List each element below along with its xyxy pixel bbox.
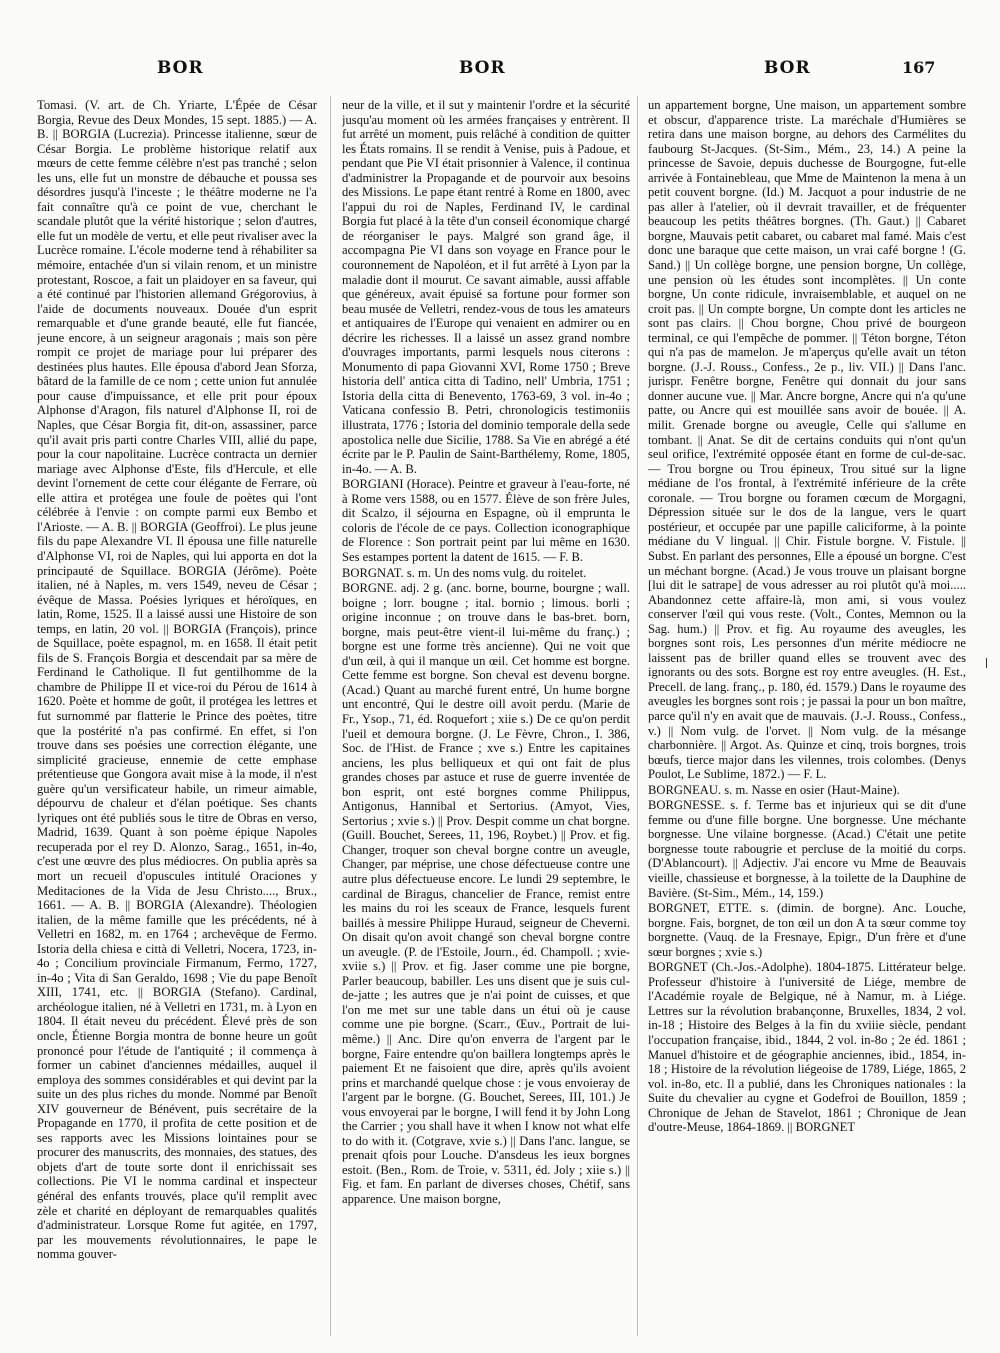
page-number: 167 [902, 58, 936, 77]
text-columns [37, 98, 967, 1338]
entry-borgnet-ette: BORGNET, ETTE. s. (dimin. de borgne). Anc. Louche, borgne. Fais, borgnet, de ton œil un don A ta sœur comme toy borgnette. (Vauq. de la Fresnaye, Epigr., D'un frère et d'une sœur borgnes ; xvie s.) [648, 901, 966, 959]
entry-borgnesse: BORGNESSE. s. f. Terme bas et injurieux qui se dit d'une femme ou d'une fille borgne. Une borgnesse. Une méchante borgnesse. Une vilaine borgnesse. (Acad.) C'était une petite borgnesse toute rabougrie et percluse de la moitié du corps. (D'Ablancourt). || Adjectiv. J'ai encore vu Mme de Beauvais vieille, chassieuse et borgnesse, à la toilette de la Dauphine de Bavière. (St-Sim., Mém., 14, 159.) [648, 798, 966, 900]
column-left [37, 98, 317, 1338]
entry-borgneau: BORGNEAU. s. m. Nasse en osier (Haut-Maine). [648, 782, 900, 797]
guide-word-left: BOR [157, 58, 204, 78]
column-left-paragraph: Tomasi. (V. art. de Ch. Yriarte, L'Épée de César Borgia, Revue des Deux Mondes, 15 sept. 1885.) — A. B. || BORGIA (Lucrezia). Princesse italienne, sœur de César Borgia. Le problème historique relatif aux mœurs de cette femme célèbre n'est pas tranché ; selon les uns, elle fut un monstre de débauche et poussa ses désordres jusqu'à l'inceste ; le théâtre moderne ne l'a fait connaître qu'à ce point de vue, cherchant le scandale plutôt que la vérité historique ; selon d'autres, elle fut un modèle de vertu, et elle peut rivaliser avec la Lucrèce romaine. L'école moderne tend à réhabiliter sa mémoire, entachée d'un si vilain renom, et un ministre protestant, Roscoe, a fait un plaidoyer en sa faveur, qui a été continué par l'historien allemand Grégorovius, à l'aide de documents nouveaux. Douée d'un esprit remarquable et d'une grande beauté, elle fut fiancée, jeune encore, à un seigneur aragonais ; mais son père rompit ce projet de mariage pour lui préparer des destinées plus hautes. Elle épousa d'abord Jean Sforza, bâtard de la famille de ce nom ; cette union fut annulée pour cause d'impuissance, et elle prit pour époux Alphonse d'Aragon, fils naturel d'Alphonse II, roi de Naples, que César Borgia fit, dit-on, assassiner, parce qu'il avait pris parti contre Charles VIII, allié du pape, pour la cour napolitaine. Lucrèce contracta un dernier mariage avec Alphonse d'Este, fils d'Hercule, et elle devint l'ornement de cette cour élégante de Ferrare, où elle attira et protégea une foule de poètes qui l'ont célébrée à l'envie : on compte parmi eux Bembo et l'Arioste. — A. B. || BORGIA (Geoffroi). Le plus jeune fils du pape Alexandre VI. Il épousa une fille naturelle d'Alphonse VI, roi de Naples, qui lui apporta en dot la principauté de Squillace. BORGIA (Jérôme). Poète italien, né à Naples, m. vers 1549, neveu de César ; évêque de Massa. Poésies lyriques et héroïques, en latin, Rome, 1525. Il a laissé aussi une Histoire de son temps, en latin, 20 vol. || BORGIA (François), prince de Squillace, poète espagnol, m. en 1658. Il était petit fils de S. François Borgia et descendait par sa mère de Ferdinand le Catholique. Il fut gentilhomme de la chambre de Philippe II et vice-roi du Pérou de 1614 à 1620. Poète et homme de goût, il protégea les lettres et fut surnommé par flatterie le Prince des poètes, titre que la postérité n'a pas confirmé. En effet, si l'on trouve dans ses poésies une correction élégante, une simplicité gracieuse, ennemie de cette emphase prétentieuse que Gongora avait mise à la mode, il n'est guère qu'un versificateur habile, un rimeur aimable, dépourvu de chaleur et d'élan poétique. Ses chants lyriques ont été publiés sous le titre de Obras en verso, Madrid, 1639. Quant à son poème épique Napoles recuperada por el rey D. Alonzo, Sarag., 1651, in-4o, c'est une œuvre des plus médiocres. On publia après sa mort un recueil d'opuscules intitulé Oraciones y Meditaciones de la Vida de Jesu Christo...., Brux., 1661. — A. B. || BORGIA (Alexandre). Théologien italien, de la même famille que les précédents, né à Velletri en 1682, m. en 1764 ; archevêque de Fermo. Istoria della chiesa e città di Velletri, Nocera, 1723, in-4o ; Concilium provinciale Firmanum, Fermo, 1727, in-4o ; Vita di San Geraldo, 1698 ; Vie du pape Benoît XIII, 1741, etc. || BORGIA (Stefano). Cardinal, archéologue italien, né à Velletri en 1731, m. à Lyon en 1804. Il était neveu du précédent. Élevé près de son oncle, Étienne Borgia montra de bonne heure un goût prononcé pour l'étude de l'antiquité ; il commença à former un cabinet d'anciennes médailles, auquel il employa des sommes considérables et qui devint par la suite un des plus riches du monde. Nommé par Benoît XIV gouverneur de Bénévent, puis secrétaire de la Propagande en 1770, il profita de cette position et de ses rapports avec les Missions lointaines pour se procurer des manuscrits, des monnaies, des statues, des objets d'art de toute sorte dont il enrichissait ses collections. Pie VI le nomma cardinal et inspecteur général des enfants trouvés, place qu'il remplit avec zèle et charité en déployant de remarquables qualités d'administrateur. Lorsque Rome fut agitée, en 1797, par les mouvements révolutionnaires, le pape le nomma gouver- [37, 98, 317, 1262]
guide-word-right: BOR [764, 58, 811, 78]
entry-borgne-continued: un appartement borgne, Une maison, un appartement sombre et obscur, d'apparence triste. La maréchale d'Humières se retira dans une maison borgne, au dehors des Carmélites du faubourg St-Jacques. (St-Sim., Mém., 23, 14.) A peine la princesse de Savoie, depuis duchesse de Bourgogne, fut-elle arrivée à Fontainebleau, que Mme de Maintenon la mena à un petit couvent borgne. (Id.) M. Jacquot a pour industrie de ne pas aller à l'atelier, où il devrait travailler, et de fréquenter beaucoup les petits théâtres borgnes. (Th. Gaut.) || Cabaret borgne, Mauvais petit cabaret, ou cabaret mal famé. Mais c'est donc une baraque que cette maison, un vrai café borgne ! (G. Sand.) || Un collège borgne, une pension borgne, Un collège, une pension où les études sont incomplètes. || Un conte borgne, Un conte ridicule, invraisemblable, et auquel on ne croit pas. || Un compte borgne, Un compte dont les articles ne sont pas clairs. || Chou borgne, Chou privé de bourgeon terminal, ce qui l'empêche de pommer. || Téton borgne, Téton qui n'a pas de mamelon. Je m'aperçus qu'elle avait un téton borgne. (J.-J. Rouss., Confess., 2e p., liv. VII.) || Dans l'anc. jurispr. Fenêtre borgne, Fenêtre qui donnait du jour sans donner aucune vue. || Mar. Ancre borgne, Ancre qui n'a qu'une patte, ou Ancre qui est mouillée sans avoir de bouée. || A. milit. Grenade borgne ou aveugle, Celle qui s'allume en tombant. || Anat. Se dit de certains conduits qui n'ont qu'un seul orifice, l'extrémité opposée étant en forme de cul-de-sac. — Trou borgne ou Trou épineux, Trou situé sur la ligne médiane de l'os frontal, à l'extrémité inférieure de la crête coronale. — Trou borgne ou foramen cœcum de Morgagni, Dépression située sur le dos de la langue, vers le quart postérieur, et occupée par une papille caliciforme, à la pointe médiane du V lingual. || Chir. Fistule borgne. V. Fistule. || Subst. En parlant des personnes, Elle a épousé un borgne. C'est un méchant borgne. (Acad.) Je vous trouve un plaisant borgne [lui dit le satrape] de vous adresser au roi plutôt qu'à moi..... Abandonnez cette affaire-là, mon ami, si vous voulez conserver l'œil qui vous reste. (Volt., Contes, Memnon ou la Sag. hum.) || Prov. et fig. Au royaume des aveugles, les borgnes sont rois, Les personnes d'un mérite médiocre ne laissent pas de briller quand elles se trouvent avec des ignorants ou des sots. Borgne est roy entre aveugles. (H. Est., Precell. de lang. franç., p. 180, éd. 1579.) Dans le royaume des aveugles les borgnes sont rois ; je passai la pour un bon maître, parce qu'il n'y en avait que de mauvais. (J.-J. Rouss., Confess., v.) || Nom vulg. de l'orvet. || Nom vulg. de la mésange charbonnière. || Argot. As. Quinze et cinq, trois borgnes, trois bœufs, tierce major dans les vilennes, trois colombes. (Denys Poulot, Le Sublime, 1872.) — F. L. [648, 98, 966, 782]
running-header [0, 58, 1000, 84]
margin-mark-right [986, 658, 987, 668]
entry-borgia-stefano-continued: neur de la ville, et il sut y maintenir l'ordre et la sécurité jusqu'au moment où les armées françaises y entrèrent. Il fut arrêté un moment, puis relâché à condition de quitter les États romains. Il se rendit à Venise, puis à Padoue, et pendant que Pie VI était prisonnier à Valence, il continua d'administrer la Propagande et de pourvoir aux besoins des Missions. Le pape étant rentré à Rome en 1800, avec l'appui du roi de Naples, Ferdinand IV, le cardinal Borgia fut placé à la tête d'un conseil économique chargé de réorganiser le pays. Malgré son grand âge, il accompagna Pie VI dans son voyage en France pour le couronnement de Napoléon, et il fut arrêté à Lyon par la maladie dont il mourut. Ce savant aimable, aussi affable que généreux, avait épuisé sa fortune pour former son beau musée de Velletri, rendez-vous de tous les amateurs et antiquaires de l'Europe qui venaient en admirer ou en décrire les richesses. Il a laissé un assez grand nombre d'ouvrages importants, parmi lesquels nous citerons : Monumento di papa Giovanni XVI, Rome 1750 ; Breve historia dell' antica citta di Tadino, nell' Umbria, 1751 ; Istoria della citta di Benevento, 1763-69, 3 vol. in-4o ; Vaticana confessio B. Petri, chronologicis testimoniis illustrata, 1776 ; Istoria del dominio temporale della sede apostolica nelle due Sicilie, 1788. Sa Vie en abrégé a été écrite par le P. Paulin de Saint-Barthélemy, Rome, 1805, in-4o. — A. B. [342, 98, 630, 476]
entry-borgnet-adolphe: BORGNET (Ch.-Jos.-Adolphe). 1804-1875. Littérateur belge. Professeur d'histoire à l'université de Liége, membre de l'Académie royale de Belgique, né à Namur, m. à Liége. Lettres sur la révolution brabançonne, Bruxelles, 1834, 2 vol. in-18 ; Histoire des Belges à la fin du xviiie siècle, pendant l'occupation française, ibid., 1844, 2 vol. in-8o ; 2e éd. 1861 ; Manuel d'histoire et de géographie anciennes, ibid., 1854, in-18 ; Histoire de la révolution liégeoise de 1789, Liége, 1865, 2 vol. in-8o, etc. Il a publié, dans les Chroniques nationales : la Suite du chevalier au cygne et Godefroi de Bouillon, 1859 ; Chronique de Jehan de Stavelot, 1861 ; Chronique de Jean d'outre-Meuse, 1864-1869. || BORGNET [648, 960, 966, 1135]
entry-borgiani: BORGIANI (Horace). Peintre et graveur à l'eau-forte, né à Rome vers 1588, ou en 1577. Élève de son frère Jules, dit Scalzo, il séjourna en Espagne, où il emprunta le coloris de l'école de ce pays. Collection iconographique de Florence : Son portrait peint par lui même en 1630. Ses estampes portent la datent de 1615. — F. B. [342, 477, 630, 564]
entry-borgnat: BORGNAT. s. m. Un des noms vulg. du roitelet. [342, 565, 587, 580]
column-right [648, 98, 966, 1338]
guide-word-center: BOR [459, 58, 506, 78]
column-middle [342, 98, 630, 1338]
entry-borgne: BORGNE. adj. 2 g. (anc. borne, bourne, bourgne ; wall. boigne ; lorr. bougne ; ital. bornio ; limous. borli ; origine inconnue ; on trouve dans le bas-bret. born, borgne, mais peut-être vient-il lui-même du franç.) ; borgne est une forme très ancienne). Qui ne voit que d'un œil, à qui il manque un œil. Cet homme est borgne. Cette femme est borgne. Son cheval est devenu borgne. (Acad.) Quant au marché furent entré, Un hume borgne unt encontré, Qui le destre oill avoit perdu. (Marie de Fr., Ysop., 71, éd. Roquefort ; xiie s.) De ce qu'on perdit l'ueil et demoura borgne. (J. Le Fèvre, Chron., I. 386, Soc. de l'Hist. de France ; xve s.) Entre les capitaines anciens, les plus belliqueux et qui ont fait de plus grandes choses par astuce et ruse de guerre inventée de bon esprit, ont esté borgnes comme Philippus, Antigonus, Hannibal et Sertorius. (Amyot, Vies, Sertorius ; xvie s.) || Prov. Despit comme un chat borgne. (Guill. Bouchet, Serees, 11, 196, Roybet.) || Prov. et fig. Changer, troquer son cheval borgne contre un aveugle, Changer, par méprise, une chose défectueuse contre une autre plus défectueuse encore. Le lundi 29 septembre, le cardinal de Biragus, chancelier de France, remist entre les mains du roi les sceaux de France, lesquels furent baillés à messire Philippe Huraud, seigneur de Cheverni. On disait qu'on avoit changé son cheval borgne contre un aveugle. (P. de l'Estoile, Journ., éd. Champoll. ; xvie-xviie s.) || Prov. et fig. Jaser comme une pie borgne, Parler beaucoup, babiller. Les uns disent que je suis cul-de-jatte ; les autres que je n'ai point de cuisses, et que l'on me met sur une table dans un étui où je cause comme une pie borgne. (Scarr., Œuv., Portrait de lui-même.) || Anc. Dire qu'on enverra de l'argent par le borgne, Faire entendre qu'on baillera longtemps après le paiement Et ne faisoient que dire, après qu'ils avoient prins et marchandé quelque chose : je vous envoieray de l'argent par le borgne. (G. Bouchet, Serees, III, 101.) Je vous envoyerai par le borgne, I will fend it by John Long the Carrier ; you shall have it when I know not what elfe to do with it. (Cotgrave, xvie s.) || Dans l'anc. langue, se prenait qfois pour Louche. D'ansdeus les ieux borgnes estoit. (Ben., Rom. de Troie, v. 5311, éd. Joly ; xiie s.) || Fig. et fam. En parlant de diverses choses, Chétif, sans apparence. Une maison borgne, [342, 581, 630, 1207]
